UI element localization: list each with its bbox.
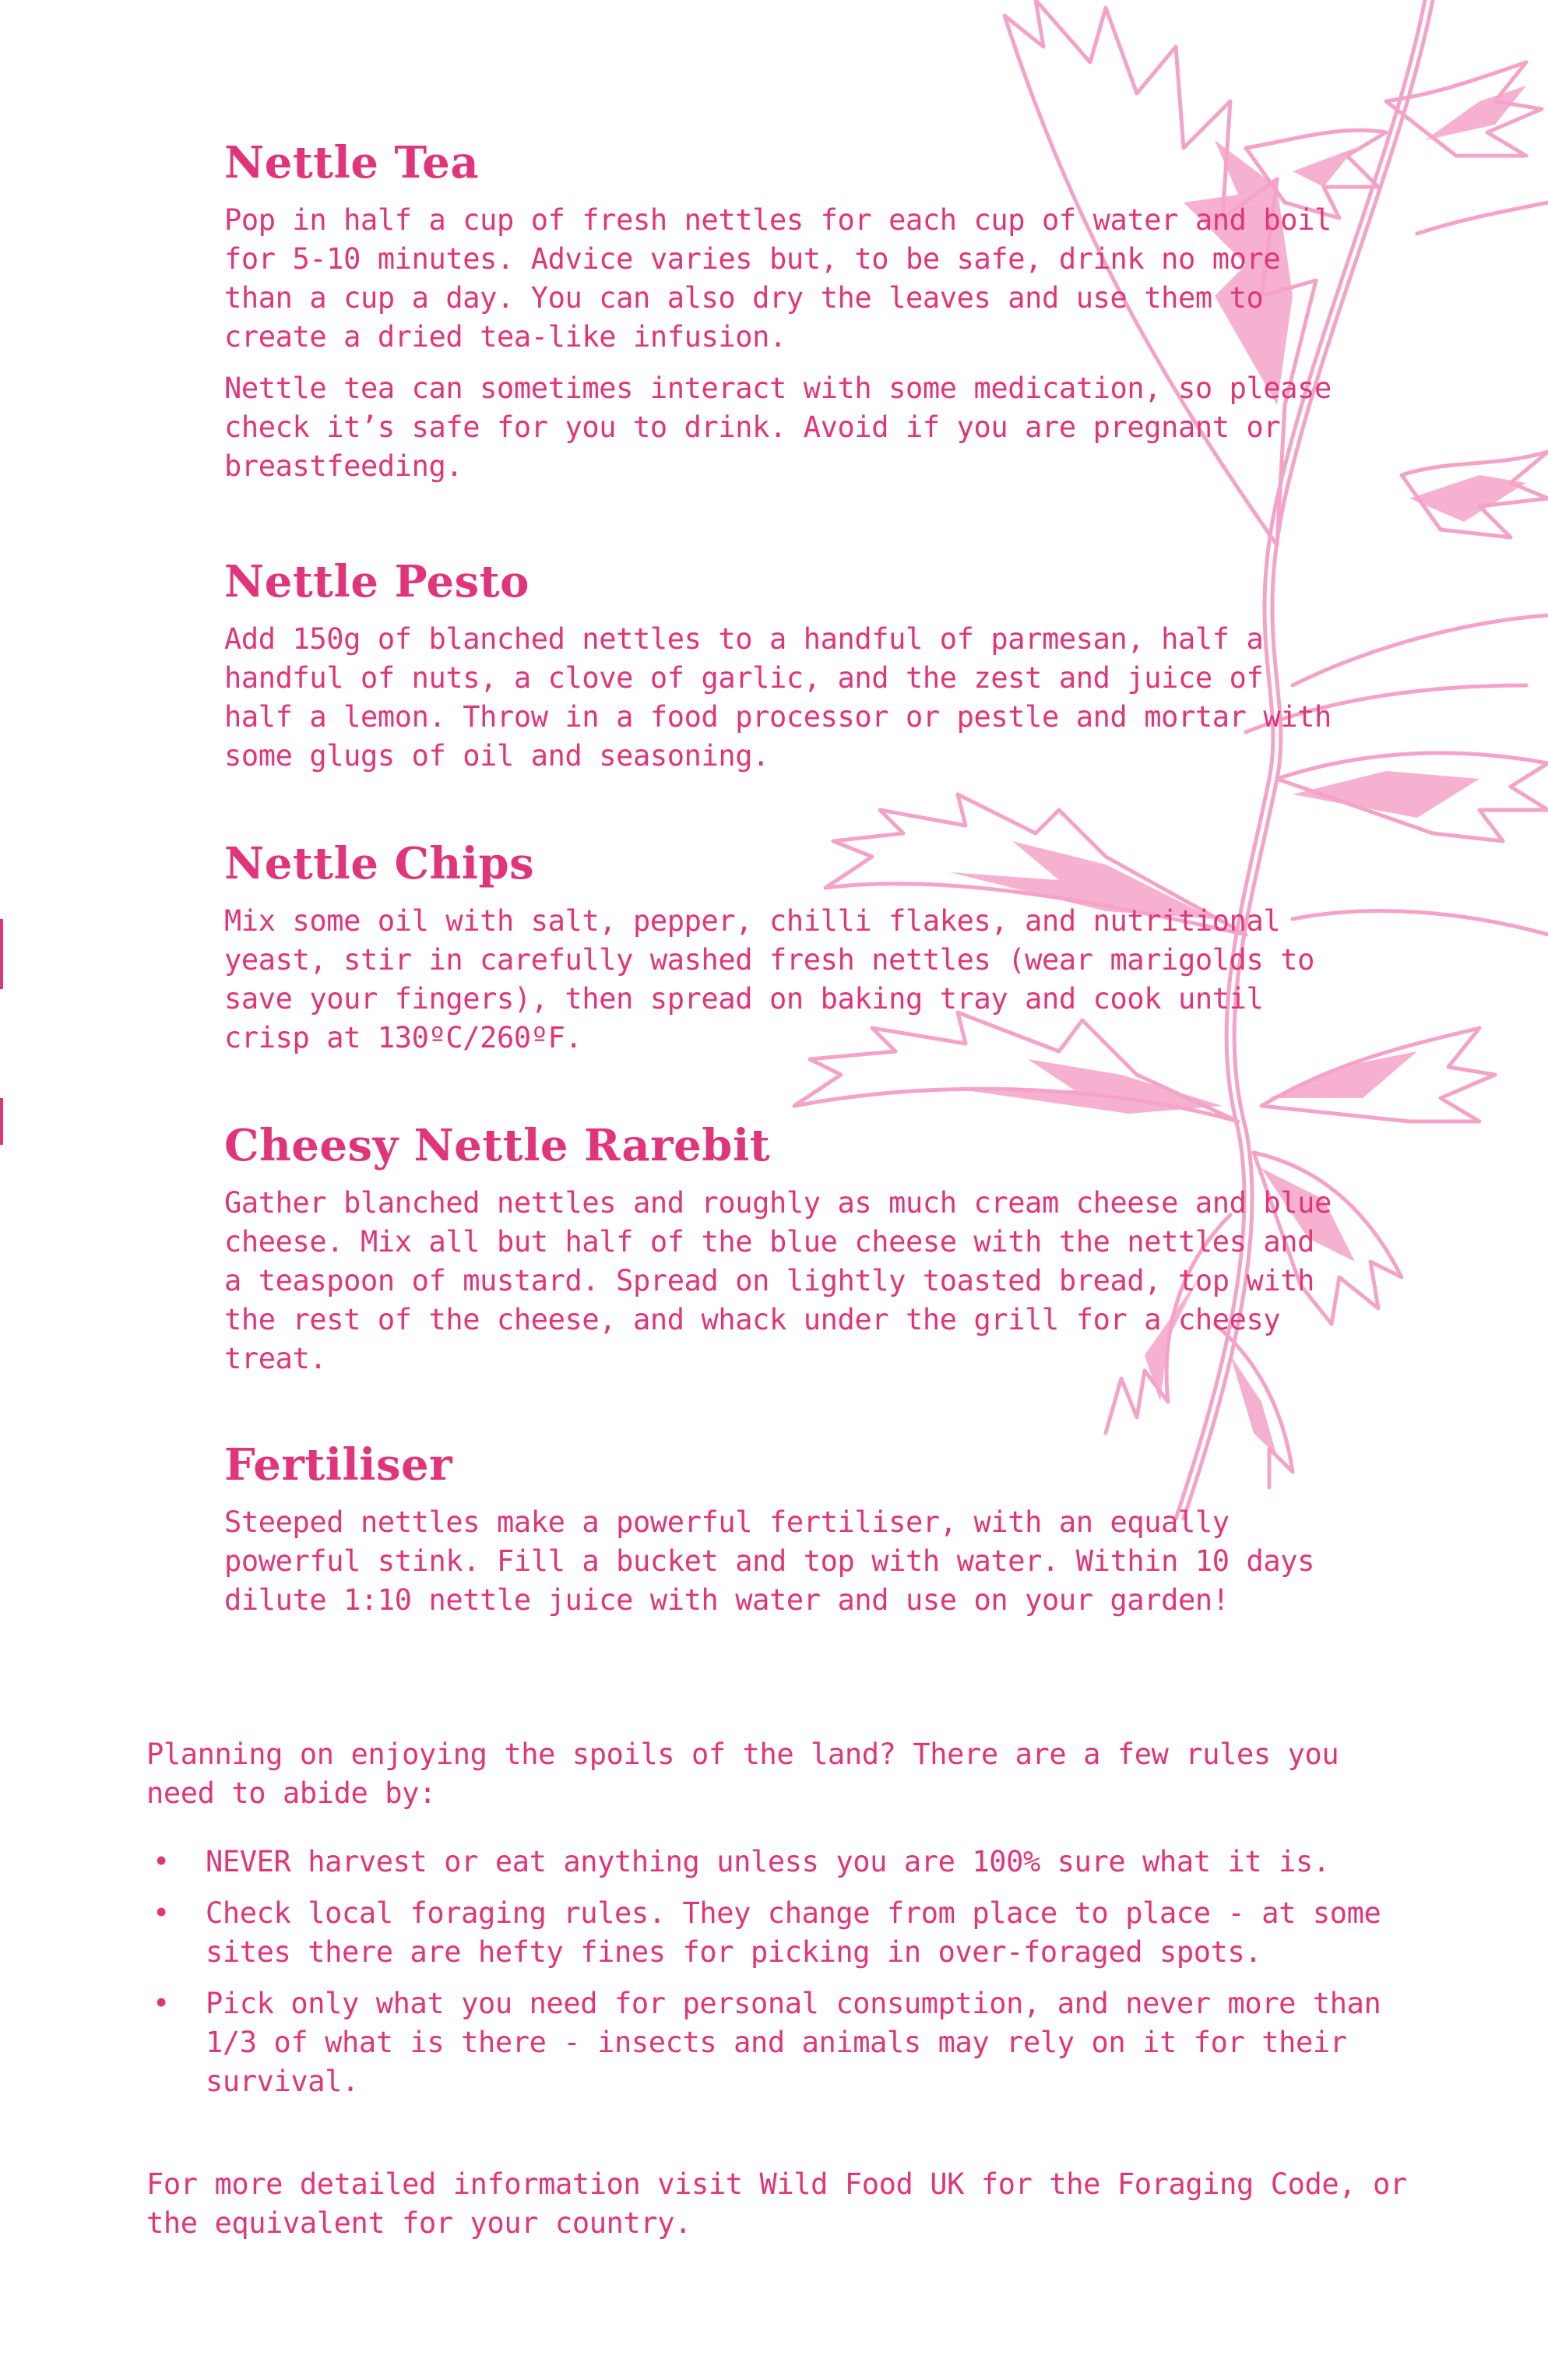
- rules-intro: Planning on enjoying the spoils of the land? There are a few rules you need to abide by:: [146, 1737, 1339, 1810]
- recipe-text: Pop in half a cup of fresh nettles for each cup of water and boil for 5-10 minutes. Advice varies but, to be safe, drink no more than a cup a day. You can also dry the leaves and use them to create a dried tea-like infusion.: [224, 203, 1332, 354]
- recipe-note: Nettle tea can sometimes interact with some medication, so please check it’s safe for you to drink. Avoid if you are pregnant or breastfeeding.: [224, 371, 1332, 483]
- rule-text: NEVER harvest or eat anything unless you are 100% sure what it is.: [206, 1845, 1330, 1878]
- rule-text: Check local foraging rules. They change from place to place - at some sites there are hefty fines for picking in over-foraged spots.: [206, 1896, 1381, 1969]
- list-item: [146, 1843, 1423, 1882]
- recipe-text: Steeped nettles make a powerful fertiliser, with an equally powerful stink. Fill a bucket and top with water. Within 10 days dilute 1:10 nettle juice with water and use on your garden!: [224, 1505, 1315, 1617]
- recipe-title: Nettle Tea: [224, 137, 480, 188]
- recipe-nettle-pesto: [224, 551, 1338, 788]
- recipe-title: Cheesy Nettle Rarebit: [224, 1120, 771, 1171]
- recipe-title: Nettle Chips: [224, 838, 535, 889]
- list-item: [146, 1984, 1423, 2101]
- recipe-text: Gather blanched nettles and roughly as much cream cheese and blue cheese. Mix all but half of the blue cheese with the nettles and a teaspoon of mustard. Spread on lightly toasted bread, top with the rest of the cheese, and whack under the grill for a cheesy treat.: [224, 1186, 1332, 1375]
- list-item: [146, 1894, 1423, 1972]
- recipe-text: Add 150g of blanched nettles to a handful of parmesan, half a handful of nuts, a clove of garlic, and the zest and juice of half a lemon. Throw in a food processor or pestle and mortar with some glugs of oil and seasoning.: [224, 622, 1332, 773]
- rules-list: [146, 1843, 1423, 2101]
- recipe-text: Mix some oil with salt, pepper, chilli flakes, and nutritional yeast, stir in carefully washed fresh nettles (wear marigolds to save your fingers), then spread on baking tray and cook until crisp at 130ºC/260ºF.: [224, 904, 1315, 1054]
- more-info-text: For more detailed information visit Wild Food UK for the Foraging Code, or the equivalent for your country.: [146, 2167, 1407, 2240]
- bullet: •: [153, 1845, 170, 1878]
- bullet: •: [153, 1987, 170, 2020]
- recipe-nettle-tea: [224, 132, 1338, 498]
- recipe-title: Fertiliser: [224, 1439, 453, 1491]
- recipe-fertiliser: [224, 1435, 1338, 1632]
- rule-text: Pick only what you need for personal consumption, and never more than 1/3 of what is there - insects and animals may rely on it for their survival.: [206, 1987, 1381, 2098]
- recipe-cheesy-nettle-rarebit: [224, 1115, 1338, 1391]
- bullet: •: [153, 1896, 170, 1930]
- recipe-title: Nettle Pesto: [224, 556, 529, 607]
- recipe-nettle-chips: [224, 833, 1338, 1070]
- foraging-rules: [146, 1735, 1423, 2114]
